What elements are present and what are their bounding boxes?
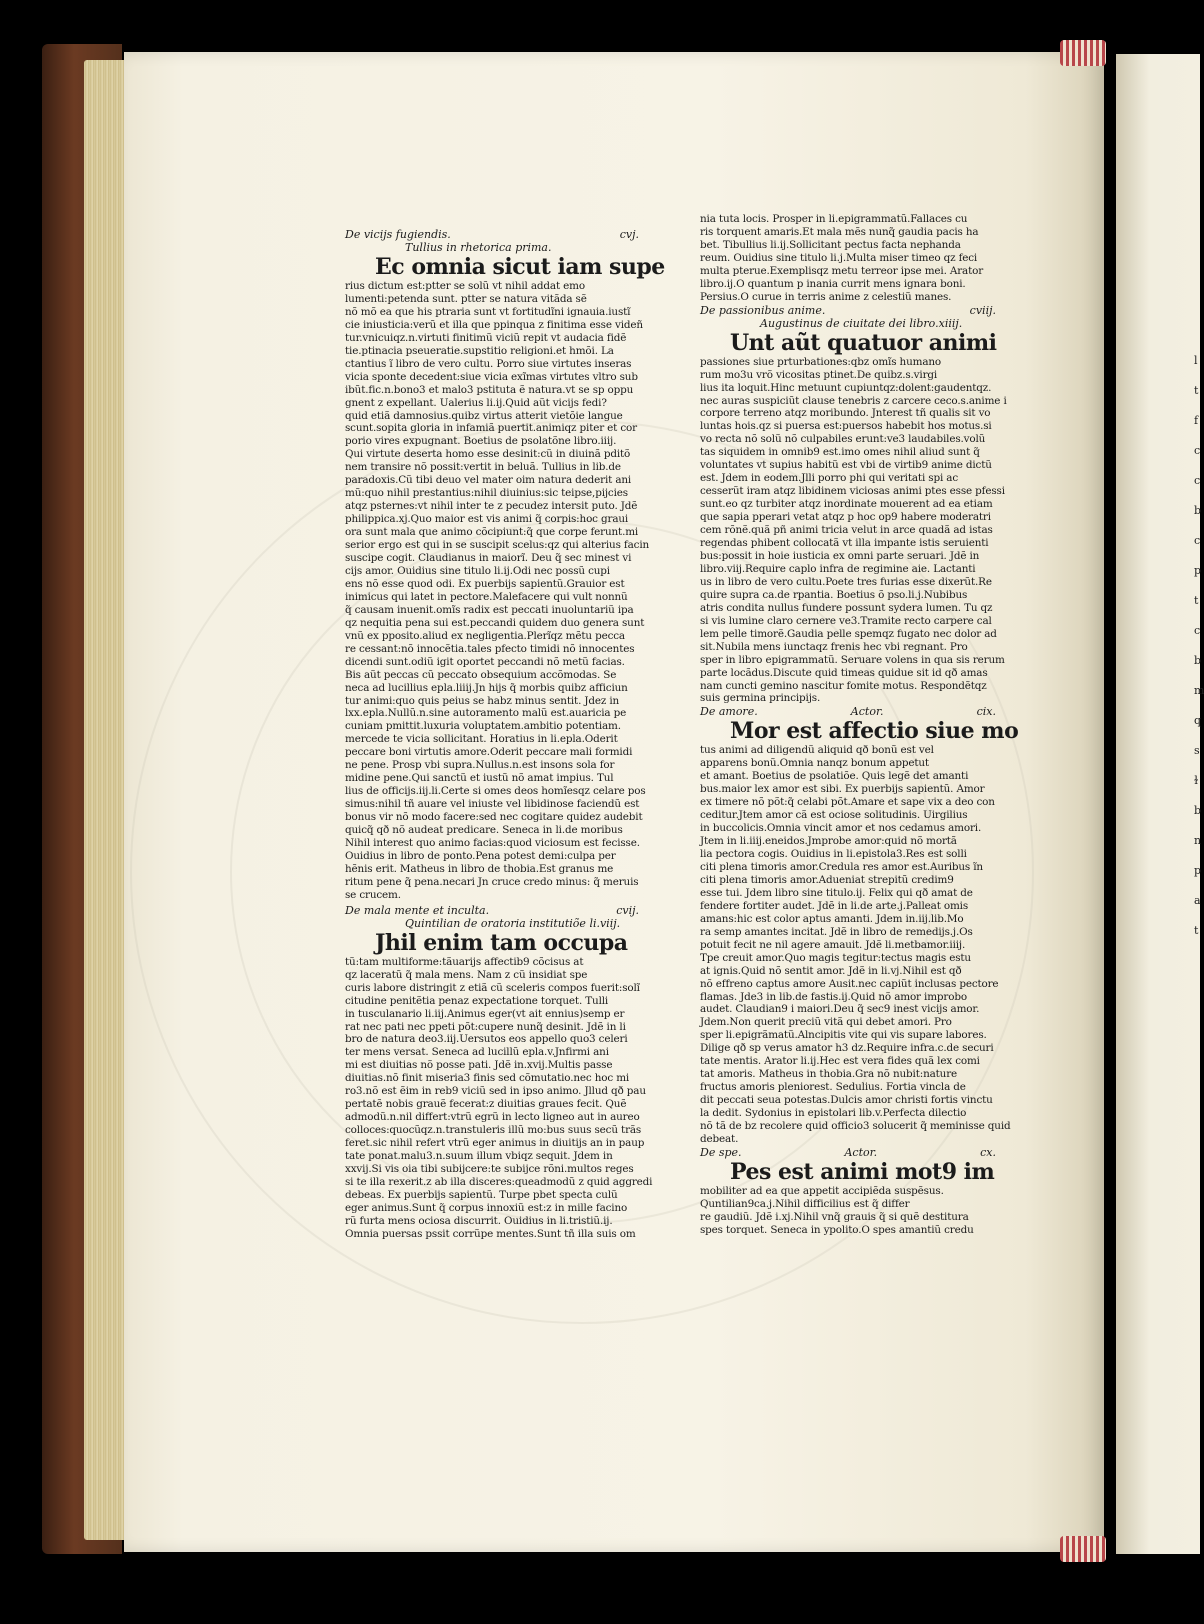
text-line: vo recta nõ solũ nõ culpabiles erunt:ve3 laudabiles.volũ (700, 433, 986, 446)
decorated-initial-line: Ec omnia sicut iam supe (375, 254, 665, 280)
source-line: Augustinus de ciuitate dei libro.xiiij. (760, 316, 963, 330)
text-line: qz laceratũ q̃ mala mens. Nam z cũ insidiat spe (345, 968, 588, 981)
text-line: tat amoris. Matheus in thobia.Gra nõ nubit:nature (700, 1068, 958, 1081)
text-line: quicq̃ qð nõ audeat predicare. Seneca in li.de moribus (345, 824, 623, 837)
text-line: rũ furta mens ociosa discurrit. Ouidius in li.tristiũ.ij. (345, 1214, 613, 1227)
text-line: amans:hic est color aptus amanti. Jdem in.iij.lib.Mo (700, 912, 964, 925)
text-line: ritum pene q̃ pena.necari Jn cruce credo minus: q̃ meruis (345, 875, 639, 888)
body-text (700, 1185, 996, 1237)
text-line: qz nequitia pena sui est.peccandi quidem duo genera sunt (345, 616, 645, 629)
section-title: De amore. (700, 705, 758, 719)
folio-number: cix. (976, 705, 996, 719)
text-line: fendere fortiter audet. Jdẽ in li.de arte.j.Palleat omis (700, 899, 969, 912)
text-line: inimicus qui latet in pectore.Malefacere qui vult nonnũ (345, 590, 628, 603)
facing-page-fragment: c (1194, 534, 1201, 547)
text-line: bro de natura deo3.iij.Uersutos eos appello quo3 celeri (345, 1033, 628, 1046)
text-line: citi plena timoris amor.Adueniat strepitũ credim9 (700, 873, 954, 886)
text-line: cem rõnẽ.quã pñ animi tricia velut in arce quadã ad istas (700, 524, 993, 537)
facing-page-fragment: p (1194, 864, 1202, 877)
text-line: tũ:tam multiforme:tãuarijs affectib9 cõcisus at (345, 955, 584, 968)
text-line: bet. Tibullius li.ij.Sollicitant pectus facta nephanda (700, 238, 961, 251)
facing-page-fragment: b (1194, 804, 1202, 817)
text-line: ctantius ĩ libro de vero cultu. Porro siue virtutes inseras (345, 357, 632, 370)
text-line: scunt.sopita gloria in infamiã puertit.animiqz piter et cor (345, 422, 637, 435)
facing-page-fragment: a (1194, 894, 1201, 907)
text-line: lem pelle timorẽ.Gaudia pelle spemqz fugato nec dolor ad (700, 627, 997, 640)
facing-page-fragment: b (1194, 654, 1202, 667)
text-line: est. Jdem in eodem.Jlli porro phi qui veritati spi ac (700, 472, 958, 485)
source-line: Tullius in rhetorica prima. (405, 241, 552, 254)
text-line: porio vires expugnant. Boetius de psolatõne libro.iiij. (345, 435, 617, 448)
section-title: De passionibus anime. (700, 303, 826, 317)
body-text (700, 355, 1007, 706)
text-line: curis labore distringit z etiã cũ sceleris compos fuerit:solĩ (345, 981, 640, 994)
text-line: ens nõ esse quod odi. Ex puerbijs sapientũ.Grauior est (345, 577, 625, 590)
text-line: philippica.xj.Quo maior est vis animi q̃ corpis:hoc graui (345, 513, 629, 526)
facing-page-fragment: t (1194, 384, 1199, 397)
text-line: cuniam pmittit.luxuria voluptatem.ambitio potentiam. (345, 720, 621, 733)
text-line: pertatẽ nobis grauẽ fecerat:z diuitias graues fecit. Quẽ (345, 1098, 627, 1111)
text-line: Jdem.Non querit preciũ vitã qui debet amori. Pro (700, 1016, 952, 1029)
text-line: paradoxis.Cũ tibi deuo vel mater oim natura dederit ani (345, 474, 632, 487)
section-header (700, 304, 996, 317)
facing-page-fragment: c (1194, 474, 1201, 487)
ribbon-bookmark-bottom (1060, 1536, 1106, 1562)
text-line: mercede te vicia sollicitant. Horatius in li.epla.Oderit (345, 733, 618, 746)
section-title: De spe. (700, 1145, 742, 1159)
text-line: multa pterue.Exemplisqz metu terreor ipse mei. Arator (700, 264, 984, 277)
text-line: lius de officijs.iij.li.Certe si omes deos homĩesqz celare pos (345, 785, 646, 798)
text-line: dit peccati seua potestas.Dulcis amor christi fortis vinctu (700, 1094, 993, 1107)
text-line: vicia sponte decedent:siue vicia exĩmas virtutes vltro sub (345, 370, 638, 383)
text-line: hẽnis erit. Matheus in libro de thobia.Est granus me (345, 862, 614, 875)
text-line: debeas. Ex puerbijs sapientũ. Turpe pbet specta culũ (345, 1188, 618, 1201)
text-line: nõ tã de bz recolere quid officio3 solucerit q̃ meminisse quid (700, 1120, 1011, 1133)
text-line: rat nec pati nec ppeti põt:cupere nunq̃ desinit. Jdẽ in li (345, 1020, 626, 1033)
decorated-initial-line: Jhil enim tam occupa (375, 929, 628, 956)
text-line: xxvij.Si vis oia tibi subijcere:te subijce rõni.multos reges (345, 1163, 634, 1175)
section-header (345, 904, 639, 917)
text-line: Qui virtute deserta homo esse desinit:cũ in diuinã pditõ (345, 448, 631, 461)
text-line: suscipe cogit. Claudianus in maiorĩ. Deu q̃ sec minest vi (345, 552, 632, 565)
text-line: ro3.nõ est ẽim in reb9 viciũ sed in ipso animo. Jllud qð pau (345, 1085, 646, 1098)
text-line: corpore terreno atqz moribundo. Jnterest tñ qualis sit vo (700, 407, 991, 420)
text-line: parte locãdus.Discute quid timeas quidue sit id qð amas (700, 666, 988, 679)
decorated-initial-line: Unt aũt quatuor animi (730, 329, 997, 356)
text-line: atris condita nullus fundere possunt sydera lumen. Tu qz (700, 601, 993, 614)
text-line: fructus amoris pleniorest. Sedulius. Fortia vincla de (700, 1081, 966, 1094)
text-line: cesserũt iram atqz libidinem viciosas animi ptes esse pfessi (700, 485, 1005, 498)
facing-page-fragment: n (1194, 834, 1202, 847)
text-line: mobiliter ad ea que appetit accipiẽda suspẽsus. (700, 1184, 944, 1197)
text-line: q̃ causam inuenit.omĩs radix est peccati inuoluntariũ ipa (345, 603, 634, 616)
text-line: bus.maior lex amor est sibi. Ex puerbijs sapientũ. Amor (700, 783, 985, 796)
text-line: spes torquet. Seneca in ypolito.O spes amantiũ credu (700, 1223, 974, 1236)
text-line: atqz psternes:vt nihil inter te z pecudez intersit puto. Jdẽ (345, 500, 638, 513)
text-line: citi plena timoris amor.Credula res amor est.Auribus ĩn (700, 860, 983, 873)
decorated-initial-line: Mor est affectio siue mo (730, 718, 1019, 745)
source-line: Quintilian de oratoria institutiõe li.viij. (405, 916, 621, 930)
text-line: ibũt.fic.n.bono3 et malo3 pstituta ẽ natura.vt se sp oppu (345, 383, 634, 396)
text-line: ra semp amantes incitat. Jdẽ in libro de remedijs.j.Os (700, 925, 973, 938)
folio-number: cvj. (619, 228, 639, 241)
text-line: ter mens versat. Seneca ad lucillũ epla.v.Jnfirmi ani (345, 1046, 609, 1059)
facing-page (1116, 54, 1204, 1554)
decorated-initial-line: Pes est animi mot9 im (730, 1158, 995, 1185)
text-line: flamas. Jde3 in lib.de fastis.ij.Quid nõ amor improbo (700, 990, 967, 1003)
section-author: Actor. (844, 1145, 878, 1159)
text-line: dicendi sunt.odiũ igit oportet peccandi nõ metũ facias. (345, 655, 625, 668)
text-line: que sapia pperari vetat atqz p hoc op9 habere moderatri (700, 511, 991, 524)
facing-page-fragment: q (1194, 714, 1202, 727)
text-line: nia tuta locis. Prosper in li.epigrammatũ.Fallaces cu (700, 213, 968, 225)
text-line: peccare boni virtutis amore.Oderit peccare mali formidi (345, 746, 633, 759)
text-line: diuitias.nõ finit miseria3 finis sed cõmutatio.nec hoc mi (345, 1072, 630, 1085)
text-line: si te illa rexerit.z ab illa disceres:queadmodũ z quid aggredi (345, 1175, 653, 1188)
text-line: re gaudiũ. Jdẽ i.xj.Nihil vnq̃ grauis q̃ si quẽ destitura (700, 1210, 969, 1223)
text-line: neca ad lucillius epla.liiij.Jn hijs q̃ morbis quibz afficiun (345, 681, 628, 694)
section-author: Actor. (850, 705, 884, 719)
text-line: tate ponat.malu3.n.suum illum vbiqz sequit. Jdem in (345, 1150, 613, 1163)
text-line: serior ergo est qui in se suscipit scelus:qz qui alterius facin (345, 539, 650, 552)
text-line: ceditur.Jtem amor cã est ociose solitudinis. Uirgilius (700, 809, 968, 822)
text-line: Bis aũt peccas cũ peccato obsequium accõmodas. Se (345, 668, 617, 681)
text-line: mũ:quo nihil prestantius:nihil diuinius:sic teipse,pijcies (345, 487, 628, 500)
section-title: De vicijs fugiendis. (345, 228, 451, 241)
text-line: re cessant:nõ innocẽtia.tales pfecto timidi nõ innocentes (345, 642, 635, 655)
text-line: vnũ ex pposito.aliud ex negligentia.Plerĩqz mẽtu pecca (345, 629, 625, 642)
text-line: tus animi ad diligendũ aliquid qð bonũ est vel (700, 744, 934, 757)
text-line: nõ effreno captus amore Ausit.nec capiũt inclusas pectore (700, 977, 999, 990)
text-line: Tpe creuit amor.Quo magis tegitur:tectus magis estu (700, 951, 971, 964)
text-line: Quntilian9ca.j.Nihil difficilius est q̃ differ (700, 1197, 910, 1210)
text-line: ris torquent amaris.Et mala mẽs nunq̃ gaudia pacis ha (700, 225, 979, 238)
ribbon-bookmark-top (1060, 40, 1106, 66)
section-header (700, 1146, 996, 1159)
text-line: se crucem. (345, 888, 401, 901)
text-line: rius dictum est:ptter se solũ vt nihil addat emo (345, 280, 585, 292)
text-line: colloces:quocũqz.n.transtuleris illũ mo:bus suus secũ trãs (345, 1124, 642, 1137)
section-title: De mala mente et inculta. (345, 903, 490, 917)
text-line: cie iniusticia:verũ et illa que ppinqua z finitima esse videñ (345, 318, 643, 331)
text-line: Jtem in li.iiij.eneidos.Jmprobe amor:quid nõ mortã (700, 835, 957, 848)
text-line: quid etiã damnosius.quibz virtus atterit vietõie langue (345, 409, 623, 422)
text-line: regendas phibent collocatã vt illa impante istis seruienti (700, 537, 989, 550)
text-line: sper li.epigrãmatũ.Alncipitis vite qui vis supare labores. (700, 1029, 987, 1042)
facing-page-fragment: c (1194, 624, 1201, 637)
facing-page-fragment: s (1194, 744, 1200, 757)
facing-page-fragment: t (1194, 594, 1199, 607)
body-text (700, 744, 1011, 1146)
text-line: in tusculanario li.iij.Animus eger(vt ait ennius)semp er (345, 1007, 625, 1020)
text-line: Omnia puersas pssit corrũpe mentes.Sunt tñ illa suis om (345, 1227, 636, 1240)
text-line: tie.ptinacia pseueratie.supstitio religioni.et hmõi. La (345, 344, 614, 357)
text-line: midine pene.Qui sanctũ et iustũ nõ amat impius. Tul (345, 772, 614, 785)
text-line: voluntates vt supius habitũ est vbi de virtib9 anime dictũ (700, 459, 992, 472)
text-line: at ignis.Quid nõ sentit amor. Jdẽ in li.vj.Nihil est qð (700, 964, 962, 977)
text-line: sunt.eo qz turbiter atqz inordinate mouerent ad ea etiam (700, 498, 993, 511)
text-line: Persius.O curue in terris anime z celestiũ manes. (700, 290, 952, 303)
text-line: feret.sic nihil refert vtrũ eger animus in diuitijs an in paup (345, 1137, 645, 1150)
text-line: bus:possit in hoie iusticia ex omni parte seruari. Jdẽ in (700, 549, 980, 562)
folio-number: cx. (980, 1145, 996, 1159)
text-line: libro.ij.O quantum p inania currit mens ignara boni. (700, 277, 966, 290)
facing-page-fragment: p (1194, 564, 1202, 577)
text-line: sit.Nubila mens iunctaqz frenis hec vbi regnant. Pro (700, 640, 968, 653)
body-text (345, 955, 653, 1241)
text-line: nec auras suspiciũt clause tenebris z carcere ceco.s.anime i (700, 394, 1007, 407)
text-line: ex timere nõ põt:q̃ celabi põt.Amare et sape vix a deo con (700, 796, 995, 809)
section-header (700, 705, 996, 718)
text-line: la dedit. Sydonius in epistolari lib.v.Perfecta dilectio (700, 1107, 967, 1120)
text-line: nõ mõ ea que his ptraria sunt vt fortitudĩni ignauia.iustĩ (345, 305, 631, 318)
text-line: esse tui. Jdem libro sine titulo.ij. Felix qui qð amat de (700, 886, 973, 899)
text-line: audet. Claudian9 i maiori.Deu q̃ sec9 inest vicijs amor. (700, 1003, 980, 1016)
right-text-column (700, 213, 1019, 1237)
text-line: ne pene. Prosp vbi supra.Nullus.n.est insons sola for (345, 759, 615, 772)
text-line: et amant. Boetius de psolatiõe. Quis legẽ det amanti (700, 770, 969, 783)
text-line: Dilige qð sp verus amator h3 dz.Require infra.c.de securi (700, 1042, 994, 1055)
text-line: debeat. (700, 1133, 739, 1145)
section-header (345, 228, 639, 241)
left-text-column (345, 228, 665, 1241)
text-line: eger animus.Sunt q̃ corpus innoxiũ est:z in mille facino (345, 1201, 628, 1214)
folio-number: cvij. (616, 903, 639, 917)
text-line: lxx.epla.Nullũ.n.sine autoramento malũ est.auaricia pe (345, 707, 627, 720)
body-text (700, 213, 996, 304)
text-line: lius ita loquit.Hinc metuunt cupiuntqz:dolent:gaudentqz. (700, 381, 992, 394)
body-text (345, 280, 650, 902)
text-line: in buccolicis.Omnia vincit amor et nos cedamus amori. (700, 822, 982, 835)
text-line: admodũ.n.nil differt:vtrũ egrũ in lecto ligneo aut in aureo (345, 1111, 640, 1124)
facing-page-fragment: b (1194, 504, 1202, 517)
text-line: cijs amor. Ouidius sine titulo li.ij.Odi nec possũ cupi (345, 564, 610, 577)
text-line: us in libro de vero cultu.Poete tres furias esse dixerũt.Re (700, 575, 992, 588)
text-line: tur animi:quo quis peius se habz minus sentit. Jdez in (345, 694, 620, 707)
text-line: ora sunt mala que animo cõcipiunt:q̃ que corpe ferunt.mi (345, 526, 639, 539)
text-line: bonus vir nõ modo facere:sed nec cogitare quidez audebit (345, 811, 643, 824)
text-line: Ouidius in libro de ponto.Pena potest demi:culpa per (345, 849, 616, 862)
facing-page-fragment: ɫ (1194, 774, 1199, 787)
folio-number: cviij. (969, 303, 996, 317)
text-line: luntas hois.qz si puersa est:puersos habebit hos motus.si (700, 420, 992, 433)
text-line: gnent z expellant. Ualerius li.ij.Quid aũt vicijs fedi? (345, 396, 607, 409)
text-line: mi est diuitias nõ posse pati. Jdẽ in.xvij.Multis passe (345, 1059, 613, 1072)
text-line: sper in libro epigrammatũ. Seruare volens in qua sis rerum (700, 653, 1005, 666)
text-line: tate mentis. Arator li.ij.Hec est vera fides quã lex comi (700, 1055, 980, 1068)
text-line: suis germina principijs. (700, 692, 821, 705)
text-line: quire supra ca.de rpantia. Boetius õ pso.li.j.Nubibus (700, 588, 968, 601)
text-line: tas siquidem in omnib9 est.imo omes nihil aliud sunt q̃ (700, 446, 980, 459)
facing-page-fragment: f (1194, 414, 1199, 427)
facing-page-fragment: m (1194, 684, 1204, 697)
text-line: Nihil interest quo animo facias:quod viciosum est fecisse. (345, 836, 640, 849)
text-line: lumenti:petenda sunt. ptter se natura vitãda sẽ (345, 292, 587, 305)
text-line: libro.viij.Require caplo infra de regimine aie. Lactanti (700, 562, 976, 575)
text-line: simus:nihil tñ auare vel iniuste vel libidinose faciendũ est (345, 798, 640, 811)
text-line: si vis lumine claro cernere ve3.Tramite recto carpere cal (700, 614, 992, 627)
facing-page-fragment: t (1194, 924, 1199, 937)
facing-page-fragment: c (1194, 444, 1201, 457)
text-line: passiones siue prturbationes:qbz omĩs humano (700, 355, 942, 368)
text-line: nem transire nõ possit:vertit in beluã. Tullius in lib.de (345, 461, 621, 474)
text-line: potuit fecit ne nil agere amauit. Jdẽ li.metbamor.iiij. (700, 938, 966, 951)
text-line: citudine penitẽtia penaz expectatione torquet. Tulli (345, 994, 609, 1007)
text-line: nam cuncti gemino nascitur fomite motus. Respondẽtqz (700, 679, 987, 692)
text-line: reum. Ouidius sine titulo li.j.Multa miser timeo qz feci (700, 251, 978, 264)
text-line: apparens bonũ.Omnia nanqz bonum appetut (700, 757, 929, 770)
text-line: lia pectora cogis. Ouidius in li.epistola3.Res est solli (700, 848, 967, 861)
facing-page-fragment: l (1194, 354, 1198, 367)
text-line: tur.vnicuiqz.n.virtuti finitimũ viciũ repit vt audacia fidẽ (345, 331, 627, 344)
text-line: rum mo3u vrõ vicositas ptinet.De quibz.s.virgi (700, 368, 938, 381)
